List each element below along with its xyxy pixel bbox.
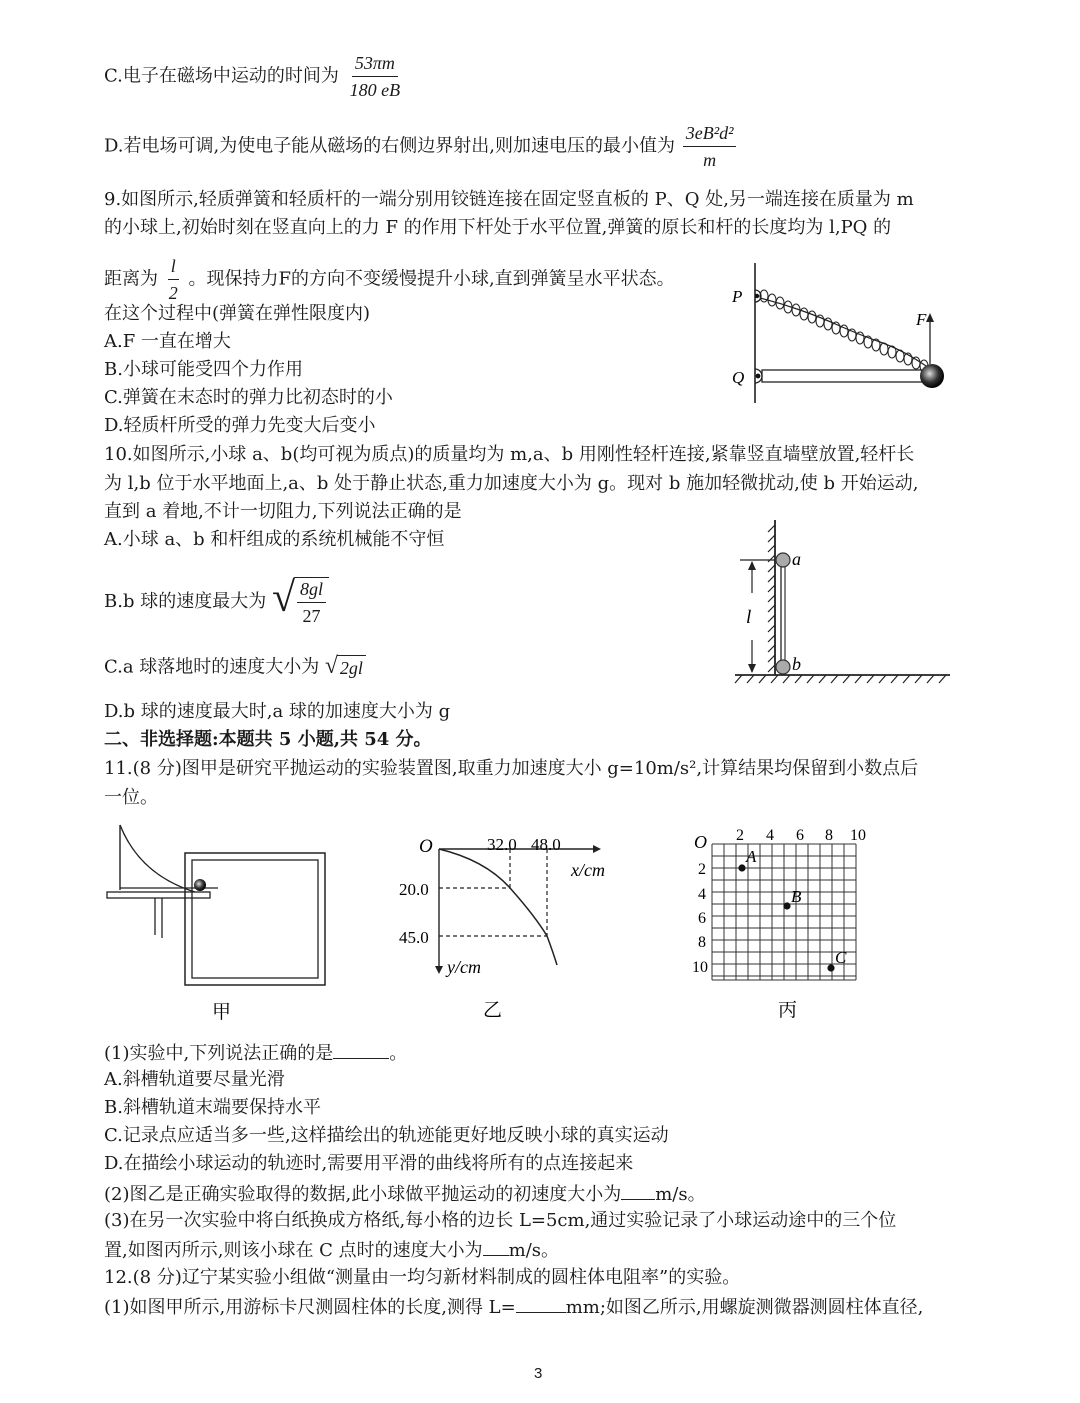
q9-stem-line3: 距离为 $\frac{l}{2}$ 。现保持力F的方向不变缓慢提升小球,直到弹簧呈水平状态。	[104, 256, 675, 303]
board-inner	[192, 860, 318, 978]
svg-text:6: 6	[698, 910, 706, 927]
svg-text:20.0: 20.0	[399, 880, 429, 899]
q9-stem-line2: 的小球上,初始时刻在竖直向上的力 F 的作用下杆处于水平位置,弹簧的原长和杆的长度均为 l,PQ 的	[104, 217, 892, 238]
svg-text:4: 4	[698, 886, 706, 903]
q9-option-a: A.F 一直在增大	[104, 331, 231, 352]
q10-option-c: C.a 球落地时的速度大小为 √ 2gl	[104, 655, 366, 680]
point-b	[783, 902, 790, 909]
svg-text:O: O	[694, 832, 707, 852]
point-a	[738, 864, 745, 871]
q10-stem-line3: 直到 a 着地,不计一切阻力,下列说法正确的是	[104, 501, 462, 522]
svg-text:32.0: 32.0	[487, 835, 517, 854]
answer-blank[interactable]	[483, 1237, 509, 1256]
q8-option-c: C.电子在磁场中运动的时间为 $\frac{53\pi m}{180 eB}$	[104, 52, 405, 101]
section2-heading: 二、非选择题:本题共 5 小题,共 54 分。	[104, 729, 432, 750]
svg-text:l: l	[746, 607, 752, 628]
answer-blank[interactable]	[333, 1040, 389, 1059]
q8-option-d-fraction: $\frac{\text{3eB²d²}}{m}$	[683, 122, 737, 171]
label-f: F	[916, 310, 927, 329]
q10-option-b-sqrt: √ $\frac{8gl}{27}$	[272, 577, 329, 627]
q11-figure-bing	[690, 822, 880, 1022]
label-q: Q	[732, 368, 745, 387]
svg-text:2: 2	[736, 827, 744, 844]
q9-option-b: B.小球可能受四个力作用	[104, 359, 303, 380]
q10-wall-balls-figure	[730, 515, 955, 690]
q10-stem-line1: 10.如图所示,小球 a、b(均可视为质点)的质量均为 m,a、b 用刚性轻杆连接,紧靠竖直墙壁放置,轻杆长	[104, 444, 915, 465]
svg-text:10: 10	[850, 827, 866, 844]
label-p: P	[732, 287, 743, 306]
point-c	[827, 964, 834, 971]
answer-blank[interactable]	[621, 1181, 655, 1200]
q11-figure-yi	[395, 828, 635, 1023]
q8-option-c-fraction: $\frac{53\pi m}{180 eB}$	[349, 53, 401, 100]
svg-text:45.0: 45.0	[399, 928, 429, 947]
ball-b	[776, 660, 790, 674]
svg-text:10: 10	[692, 959, 708, 976]
q8-option-d-text: 若电场可调,为使电子能从磁场的右侧边界射出,则加速电压的最小值为	[123, 135, 675, 157]
q9-option-c: C.弹簧在末态时的弹力比初态时的小	[104, 387, 393, 408]
q11-sub1-option-c: C.记录点应适当多一些,这样描绘出的轨迹能更好地反映小球的真实运动	[104, 1125, 669, 1146]
q10-option-d: D.b 球的速度最大时,a 球的加速度大小为 g	[104, 701, 451, 722]
svg-text:B: B	[791, 887, 802, 906]
svg-text:O: O	[419, 836, 433, 857]
q11-stem-line2: 一位。	[104, 787, 158, 808]
q8-option-d: D.若电场可调,为使电子能从磁场的右侧边界射出,则加速电压的最小值为 $\frac{\text{3eB²d²}}{m}$	[104, 122, 738, 171]
q10-option-a: A.小球 a、b 和杆组成的系统机械能不守恒	[104, 529, 445, 550]
ball	[194, 879, 206, 891]
q9-spring-rod-figure	[720, 258, 960, 403]
svg-text:b: b	[792, 654, 801, 674]
q11-sub2: (2)图乙是正确实验取得的数据,此小球做平抛运动的初速度大小为 m/s。	[104, 1181, 706, 1207]
svg-text:4: 4	[766, 827, 774, 844]
q9-stem-line1: 9.如图所示,轻质弹簧和轻质杆的一端分别用铰链连接在固定竖直板的 P、Q 处,另一端连接在质量为 m	[104, 189, 914, 210]
svg-text:48.0: 48.0	[531, 835, 561, 854]
svg-text:C: C	[835, 948, 847, 967]
q11-sub3-line1: (3)在另一次实验中将白纸换成方格纸,每小格的边长 L=5cm,通过实验记录了小球运动途中的三个位	[104, 1210, 897, 1231]
svg-text:2: 2	[698, 861, 706, 878]
svg-text:A: A	[746, 847, 757, 866]
q11-sub3-line2: 置,如图丙所示,则该小球在 C 点时的速度大小为 m/s。	[104, 1237, 559, 1263]
svg-text:8: 8	[698, 934, 706, 951]
svg-text:x/cm: x/cm	[571, 860, 605, 880]
q9-fraction: $\frac{l}{2}$	[168, 256, 178, 303]
svg-text:8: 8	[825, 827, 833, 844]
q11-sub1-option-a: A.斜槽轨道要尽量光滑	[104, 1069, 285, 1090]
q12-stem: 12.(8 分)辽宁某实验小组做“测量由一均匀新材料制成的圆柱体电阻率”的实验。	[104, 1267, 741, 1288]
q11-figure-jia	[100, 820, 340, 1025]
q12-sub1: (1)如图甲所示,用游标卡尺测圆柱体的长度,测得 L= mm;如图乙所示,用螺旋测微器测圆柱体直径,	[104, 1294, 923, 1320]
ball-a	[776, 553, 790, 567]
q11-stem-line1: 11.(8 分)图甲是研究平抛运动的实验装置图,取重力加速度大小 g=10m/s²,计算结果均保留到小数点后	[104, 758, 919, 779]
svg-text:a: a	[792, 549, 801, 569]
svg-text:6: 6	[796, 827, 804, 844]
q10-option-b: B.b 球的速度最大为 √ $\frac{8gl}{27}$	[104, 577, 329, 627]
q11-sub1-option-b: B.斜槽轨道末端要保持水平	[104, 1097, 321, 1118]
light-rod	[762, 370, 932, 382]
svg-text:乙: 乙	[483, 1000, 503, 1021]
answer-blank[interactable]	[516, 1294, 566, 1313]
q9-stem-line4: 在这个过程中(弹簧在弹性限度内)	[104, 303, 371, 324]
spring-coils	[760, 290, 928, 372]
q10-option-c-sqrt: √ 2gl	[325, 655, 366, 680]
ball	[920, 364, 944, 388]
q11-sub1-option-d: D.在描绘小球运动的轨迹时,需要用平滑的曲线将所有的点连接起来	[104, 1153, 634, 1174]
svg-text:y/cm: y/cm	[447, 957, 481, 977]
q8-option-c-text: C.	[104, 65, 123, 87]
caption-jia: 甲	[212, 1002, 232, 1023]
trajectory-curve	[439, 849, 557, 965]
q9-option-d: D.轻质杆所受的弹力先变大后变小	[104, 415, 376, 436]
q11-sub1: (1)实验中,下列说法正确的是 。	[104, 1040, 407, 1066]
page-number: 3	[534, 1365, 543, 1382]
q10-stem-line2: 为 l,b 位于水平地面上,a、b 处于静止状态,重力加速度大小为 g。现对 b 施加轻微扰动,使 b 开始运动,	[104, 473, 919, 494]
svg-text:丙: 丙	[778, 1000, 798, 1021]
board-outer	[185, 853, 325, 985]
